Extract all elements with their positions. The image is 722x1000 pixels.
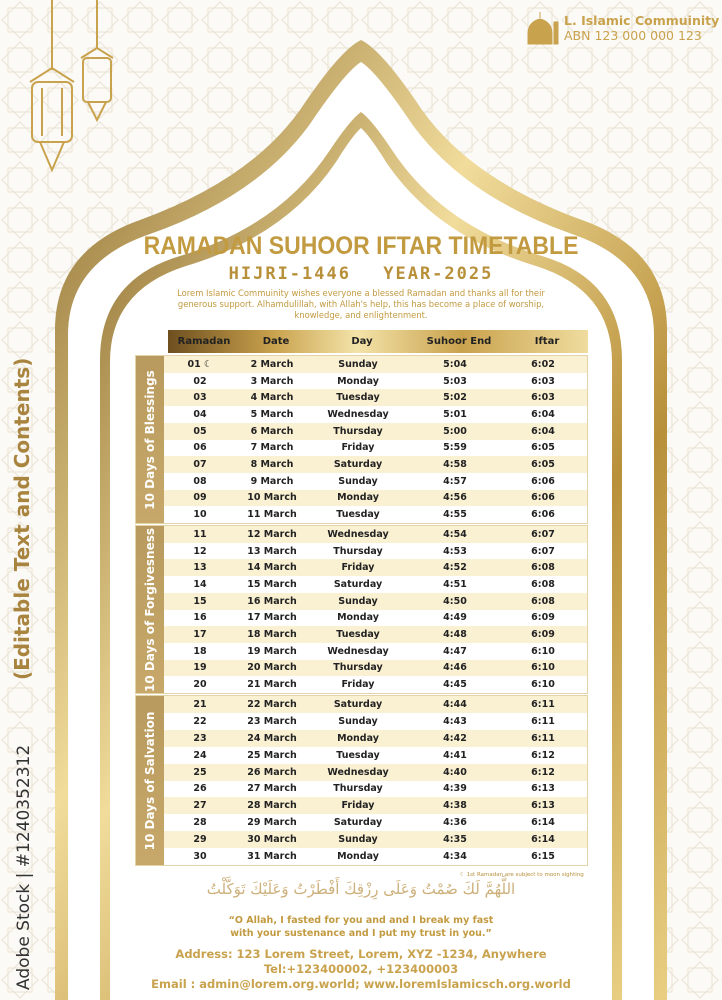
group-label-text: 10 Days of Blessings <box>143 369 157 510</box>
iftar: 6:10 <box>531 645 555 657</box>
mosque-icon <box>524 10 560 46</box>
weekday: Friday <box>341 562 375 574</box>
ramadan-day: 28 <box>193 817 207 829</box>
table-row <box>164 610 587 627</box>
ramadan-day: 26 <box>193 783 207 795</box>
date: 27 March <box>247 783 297 795</box>
table-row <box>164 473 587 490</box>
table-row <box>164 576 587 593</box>
table-row <box>164 490 587 507</box>
ramadan-day: 02 <box>193 375 207 387</box>
weekday: Monday <box>337 851 379 863</box>
subtitle <box>0 264 722 284</box>
date: 11 March <box>247 509 297 521</box>
date: 28 March <box>247 800 297 812</box>
weekday: Wednesday <box>327 645 389 657</box>
group-rows <box>164 696 587 865</box>
weekday: Sunday <box>338 475 378 487</box>
iftar: 6:15 <box>531 851 555 863</box>
date: 6 March <box>250 425 294 437</box>
suhoor-end: 4:47 <box>443 645 467 657</box>
email[interactable]: Email : admin@lorem.org.world; www.loremIslamicsch.org.world <box>151 977 571 991</box>
iftar: 6:07 <box>531 545 555 557</box>
suhoor-end: 5:04 <box>443 358 467 370</box>
table-group <box>135 525 588 694</box>
suhoor-end: 4:56 <box>443 492 467 504</box>
iftar: 6:08 <box>531 595 555 607</box>
iftar: 6:06 <box>531 475 555 487</box>
date: 4 March <box>250 392 294 404</box>
weekday: Friday <box>341 800 375 812</box>
weekday: Saturday <box>333 459 383 471</box>
ramadan-day: 16 <box>193 612 207 624</box>
table-row <box>164 389 587 406</box>
date: 29 March <box>247 817 297 829</box>
group-rows <box>164 526 587 693</box>
weekday: Saturday <box>333 578 383 590</box>
suhoor-end: 4:44 <box>443 698 467 710</box>
ramadan-day: 15 <box>193 595 207 607</box>
org-logo <box>524 10 719 46</box>
header-date: Date <box>262 336 290 347</box>
table-row <box>164 543 587 560</box>
iftar: 6:12 <box>531 766 555 778</box>
suhoor-end: 4:53 <box>443 545 467 557</box>
group-rows <box>164 356 587 523</box>
iftar: 6:09 <box>531 629 555 641</box>
weekday: Monday <box>337 612 379 624</box>
table-row <box>164 696 587 713</box>
ramadan-day: 04 <box>193 408 207 420</box>
suhoor-end: 4:49 <box>443 612 467 624</box>
weekday: Tuesday <box>336 392 380 404</box>
date: 7 March <box>250 442 294 454</box>
table-row <box>164 713 587 730</box>
weekday: Monday <box>337 732 379 744</box>
weekday: Tuesday <box>336 749 380 761</box>
editable-note: (Editable Text and Contents) <box>10 357 34 680</box>
table-group <box>135 695 588 866</box>
stock-id: Adobe Stock | #1240352312 <box>14 744 34 990</box>
suhoor-end: 4:46 <box>443 662 467 674</box>
weekday: Sunday <box>338 834 378 846</box>
header-suhoor: Suhoor End <box>426 336 492 347</box>
moon-note-text: 1st Ramadan are subject to moon sighting <box>466 872 584 878</box>
date: 31 March <box>247 851 297 863</box>
iftar: 6:05 <box>531 459 555 471</box>
weekday: Tuesday <box>336 629 380 641</box>
suhoor-end: 4:58 <box>443 459 467 471</box>
iftar: 6:05 <box>531 442 555 454</box>
group-label-text: 10 Days of Forgivesness <box>143 527 157 692</box>
suhoor-end: 4:41 <box>443 749 467 761</box>
hijri-year: HIJRI-1446 <box>228 264 351 284</box>
suhoor-end: 4:52 <box>443 562 467 574</box>
iftar: 6:04 <box>531 425 555 437</box>
ramadan-day: 10 <box>193 509 207 521</box>
iftar: 6:11 <box>531 715 555 727</box>
table-row <box>164 506 587 523</box>
suhoor-end: 4:34 <box>443 851 467 863</box>
table-row <box>164 797 587 814</box>
ramadan-day: 14 <box>193 578 207 590</box>
iftar: 6:02 <box>531 358 555 370</box>
iftar: 6:10 <box>531 679 555 691</box>
table-row <box>164 456 587 473</box>
moon-note: ☾ 1st Ramadan are subject to moon sighting <box>460 872 584 878</box>
suhoor-end: 5:03 <box>443 375 467 387</box>
date: 8 March <box>250 459 294 471</box>
date: 12 March <box>247 528 297 540</box>
date: 14 March <box>247 562 297 574</box>
table-row <box>164 593 587 610</box>
date: 5 March <box>250 408 294 420</box>
table-row <box>164 526 587 543</box>
iftar: 6:14 <box>531 834 555 846</box>
date: 21 March <box>247 679 297 691</box>
weekday: Thursday <box>333 662 383 674</box>
date: 22 March <box>247 698 297 710</box>
suhoor-end: 4:43 <box>443 715 467 727</box>
date: 20 March <box>247 662 297 674</box>
suhoor-end: 4:40 <box>443 766 467 778</box>
org-abn: ABN 123 000 000 123 <box>564 28 702 43</box>
weekday: Saturday <box>333 817 383 829</box>
ramadan-day: 05 <box>193 425 207 437</box>
suhoor-end: 4:54 <box>443 528 467 540</box>
suhoor-end: 4:35 <box>443 834 467 846</box>
date: 19 March <box>247 645 297 657</box>
iftar: 6:08 <box>531 578 555 590</box>
suhoor-end: 5:01 <box>443 408 467 420</box>
address: Address: 123 Lorem Street, Lorem, XYZ -1234, Anywhere <box>175 947 547 961</box>
group-label <box>136 526 164 693</box>
weekday: Thursday <box>333 425 383 437</box>
ramadan-day: 25 <box>193 766 207 778</box>
suhoor-end: 4:42 <box>443 732 467 744</box>
table-row <box>164 676 587 693</box>
table-row <box>164 373 587 390</box>
ramadan-day: 17 <box>193 629 207 641</box>
suhoor-end: 4:57 <box>443 475 467 487</box>
iftar: 6:08 <box>531 562 555 574</box>
ramadan-day: 21 <box>193 698 207 710</box>
ramadan-day: 29 <box>193 834 207 846</box>
suhoor-end: 4:55 <box>443 509 467 521</box>
ramadan-day: 11 <box>193 528 207 540</box>
ramadan-day: 27 <box>193 800 207 812</box>
weekday: Thursday <box>333 783 383 795</box>
ramadan-day: 06 <box>193 442 207 454</box>
dua-line: with your sustenance and I put my trust in you.” <box>230 928 492 939</box>
table-row <box>164 831 587 848</box>
date: 24 March <box>247 732 297 744</box>
date: 9 March <box>250 475 294 487</box>
date: 10 March <box>247 492 297 504</box>
table-header <box>168 330 588 353</box>
weekday: Monday <box>337 375 379 387</box>
suhoor-end: 4:45 <box>443 679 467 691</box>
ramadan-day: 22 <box>193 715 207 727</box>
date: 30 March <box>247 834 297 846</box>
table-group <box>135 355 588 524</box>
ramadan-day: 08 <box>193 475 207 487</box>
org-name: L. Islamic Commuinity <box>564 13 720 28</box>
date: 17 March <box>247 612 297 624</box>
ramadan-day: 20 <box>193 679 207 691</box>
suhoor-end: 4:48 <box>443 629 467 641</box>
header-ramadan: Ramadan <box>177 336 231 347</box>
intro-text: Lorem Islamic Commuinity wishes everyone a blessed Ramadan and thanks all for their generous support. Alhamdulillah, with Allah's help, this has become a place of worship, knowledge, and enlightenment. <box>177 288 545 320</box>
date: 25 March <box>247 749 297 761</box>
table-row <box>164 406 587 423</box>
date: 16 March <box>247 595 297 607</box>
table-row <box>164 423 587 440</box>
dua-line: “O Allah, I fasted for you and and I break my fast <box>228 915 494 926</box>
date: 26 March <box>247 766 297 778</box>
suhoor-end: 4:39 <box>443 783 467 795</box>
suhoor-end: 5:59 <box>443 442 467 454</box>
ramadan-day: 18 <box>193 645 207 657</box>
weekday: Wednesday <box>327 766 389 778</box>
gregorian-year: YEAR-2025 <box>383 264 494 284</box>
weekday: Tuesday <box>336 509 380 521</box>
weekday: Wednesday <box>327 528 389 540</box>
table-row <box>164 643 587 660</box>
ramadan-day: 13 <box>193 562 207 574</box>
iftar: 6:14 <box>531 817 555 829</box>
ramadan-day: 03 <box>193 392 207 404</box>
iftar: 6:10 <box>531 662 555 674</box>
iftar: 6:07 <box>531 528 555 540</box>
date: 18 March <box>247 629 297 641</box>
date: 2 March <box>250 358 294 370</box>
group-label <box>136 356 164 523</box>
table-row <box>164 848 587 865</box>
iftar: 6:03 <box>531 392 555 404</box>
ramadan-day: 09 <box>193 492 207 504</box>
weekday: Friday <box>341 442 375 454</box>
telephone: Tel:+123400002, +123400003 <box>263 962 459 976</box>
date: 15 March <box>247 578 297 590</box>
table-row <box>164 747 587 764</box>
table-row <box>164 781 587 798</box>
table-row <box>164 440 587 457</box>
date: 3 March <box>250 375 294 387</box>
suhoor-end: 4:51 <box>443 578 467 590</box>
table-row <box>164 626 587 643</box>
suhoor-end: 5:02 <box>443 392 467 404</box>
ramadan-day: 01 ☾ <box>187 358 213 370</box>
ramadan-day: 12 <box>193 545 207 557</box>
weekday: Sunday <box>338 358 378 370</box>
suhoor-end: 4:50 <box>443 595 467 607</box>
weekday: Monday <box>337 492 379 504</box>
date: 13 March <box>247 545 297 557</box>
ramadan-day: 19 <box>193 662 207 674</box>
header-iftar: Iftar <box>534 336 560 347</box>
iftar: 6:11 <box>531 698 555 710</box>
table-row <box>164 660 587 677</box>
ramadan-day: 07 <box>193 459 207 471</box>
table-row <box>164 356 587 373</box>
date: 23 March <box>247 715 297 727</box>
iftar: 6:06 <box>531 509 555 521</box>
iftar: 6:13 <box>531 800 555 812</box>
arabic-dua: اللَّهُمَّ لَكَ صُمْتُ وَعَلَى رِزْقِكَ أَفْطَرْتُ وَعَلَيْكَ تَوَكَّلْتُ <box>206 880 516 898</box>
dua-translation <box>0 914 722 940</box>
weekday: Wednesday <box>327 408 389 420</box>
iftar: 6:13 <box>531 783 555 795</box>
table-row <box>164 764 587 781</box>
group-label <box>136 696 164 865</box>
ramadan-day: 30 <box>193 851 207 863</box>
iftar: 6:03 <box>531 375 555 387</box>
suhoor-end: 4:36 <box>443 817 467 829</box>
iftar: 6:09 <box>531 612 555 624</box>
iftar: 6:04 <box>531 408 555 420</box>
weekday: Friday <box>341 679 375 691</box>
ramadan-day: 23 <box>193 732 207 744</box>
group-label-text: 10 Days of Salvation <box>143 711 157 850</box>
weekday: Thursday <box>333 545 383 557</box>
iftar: 6:11 <box>531 732 555 744</box>
table-row <box>164 814 587 831</box>
table-row <box>164 730 587 747</box>
page-title: RAMADAN SUHOOR IFTAR TIMETABLE <box>143 232 579 260</box>
iftar: 6:12 <box>531 749 555 761</box>
suhoor-end: 4:38 <box>443 800 467 812</box>
suhoor-end: 5:00 <box>443 425 467 437</box>
header-day: Day <box>351 336 373 347</box>
moon-icon: ☾ <box>200 358 213 370</box>
weekday: Sunday <box>338 595 378 607</box>
contact-info <box>0 947 722 992</box>
weekday: Saturday <box>333 698 383 710</box>
iftar: 6:06 <box>531 492 555 504</box>
weekday: Sunday <box>338 715 378 727</box>
table-row <box>164 559 587 576</box>
ramadan-day: 24 <box>193 749 207 761</box>
